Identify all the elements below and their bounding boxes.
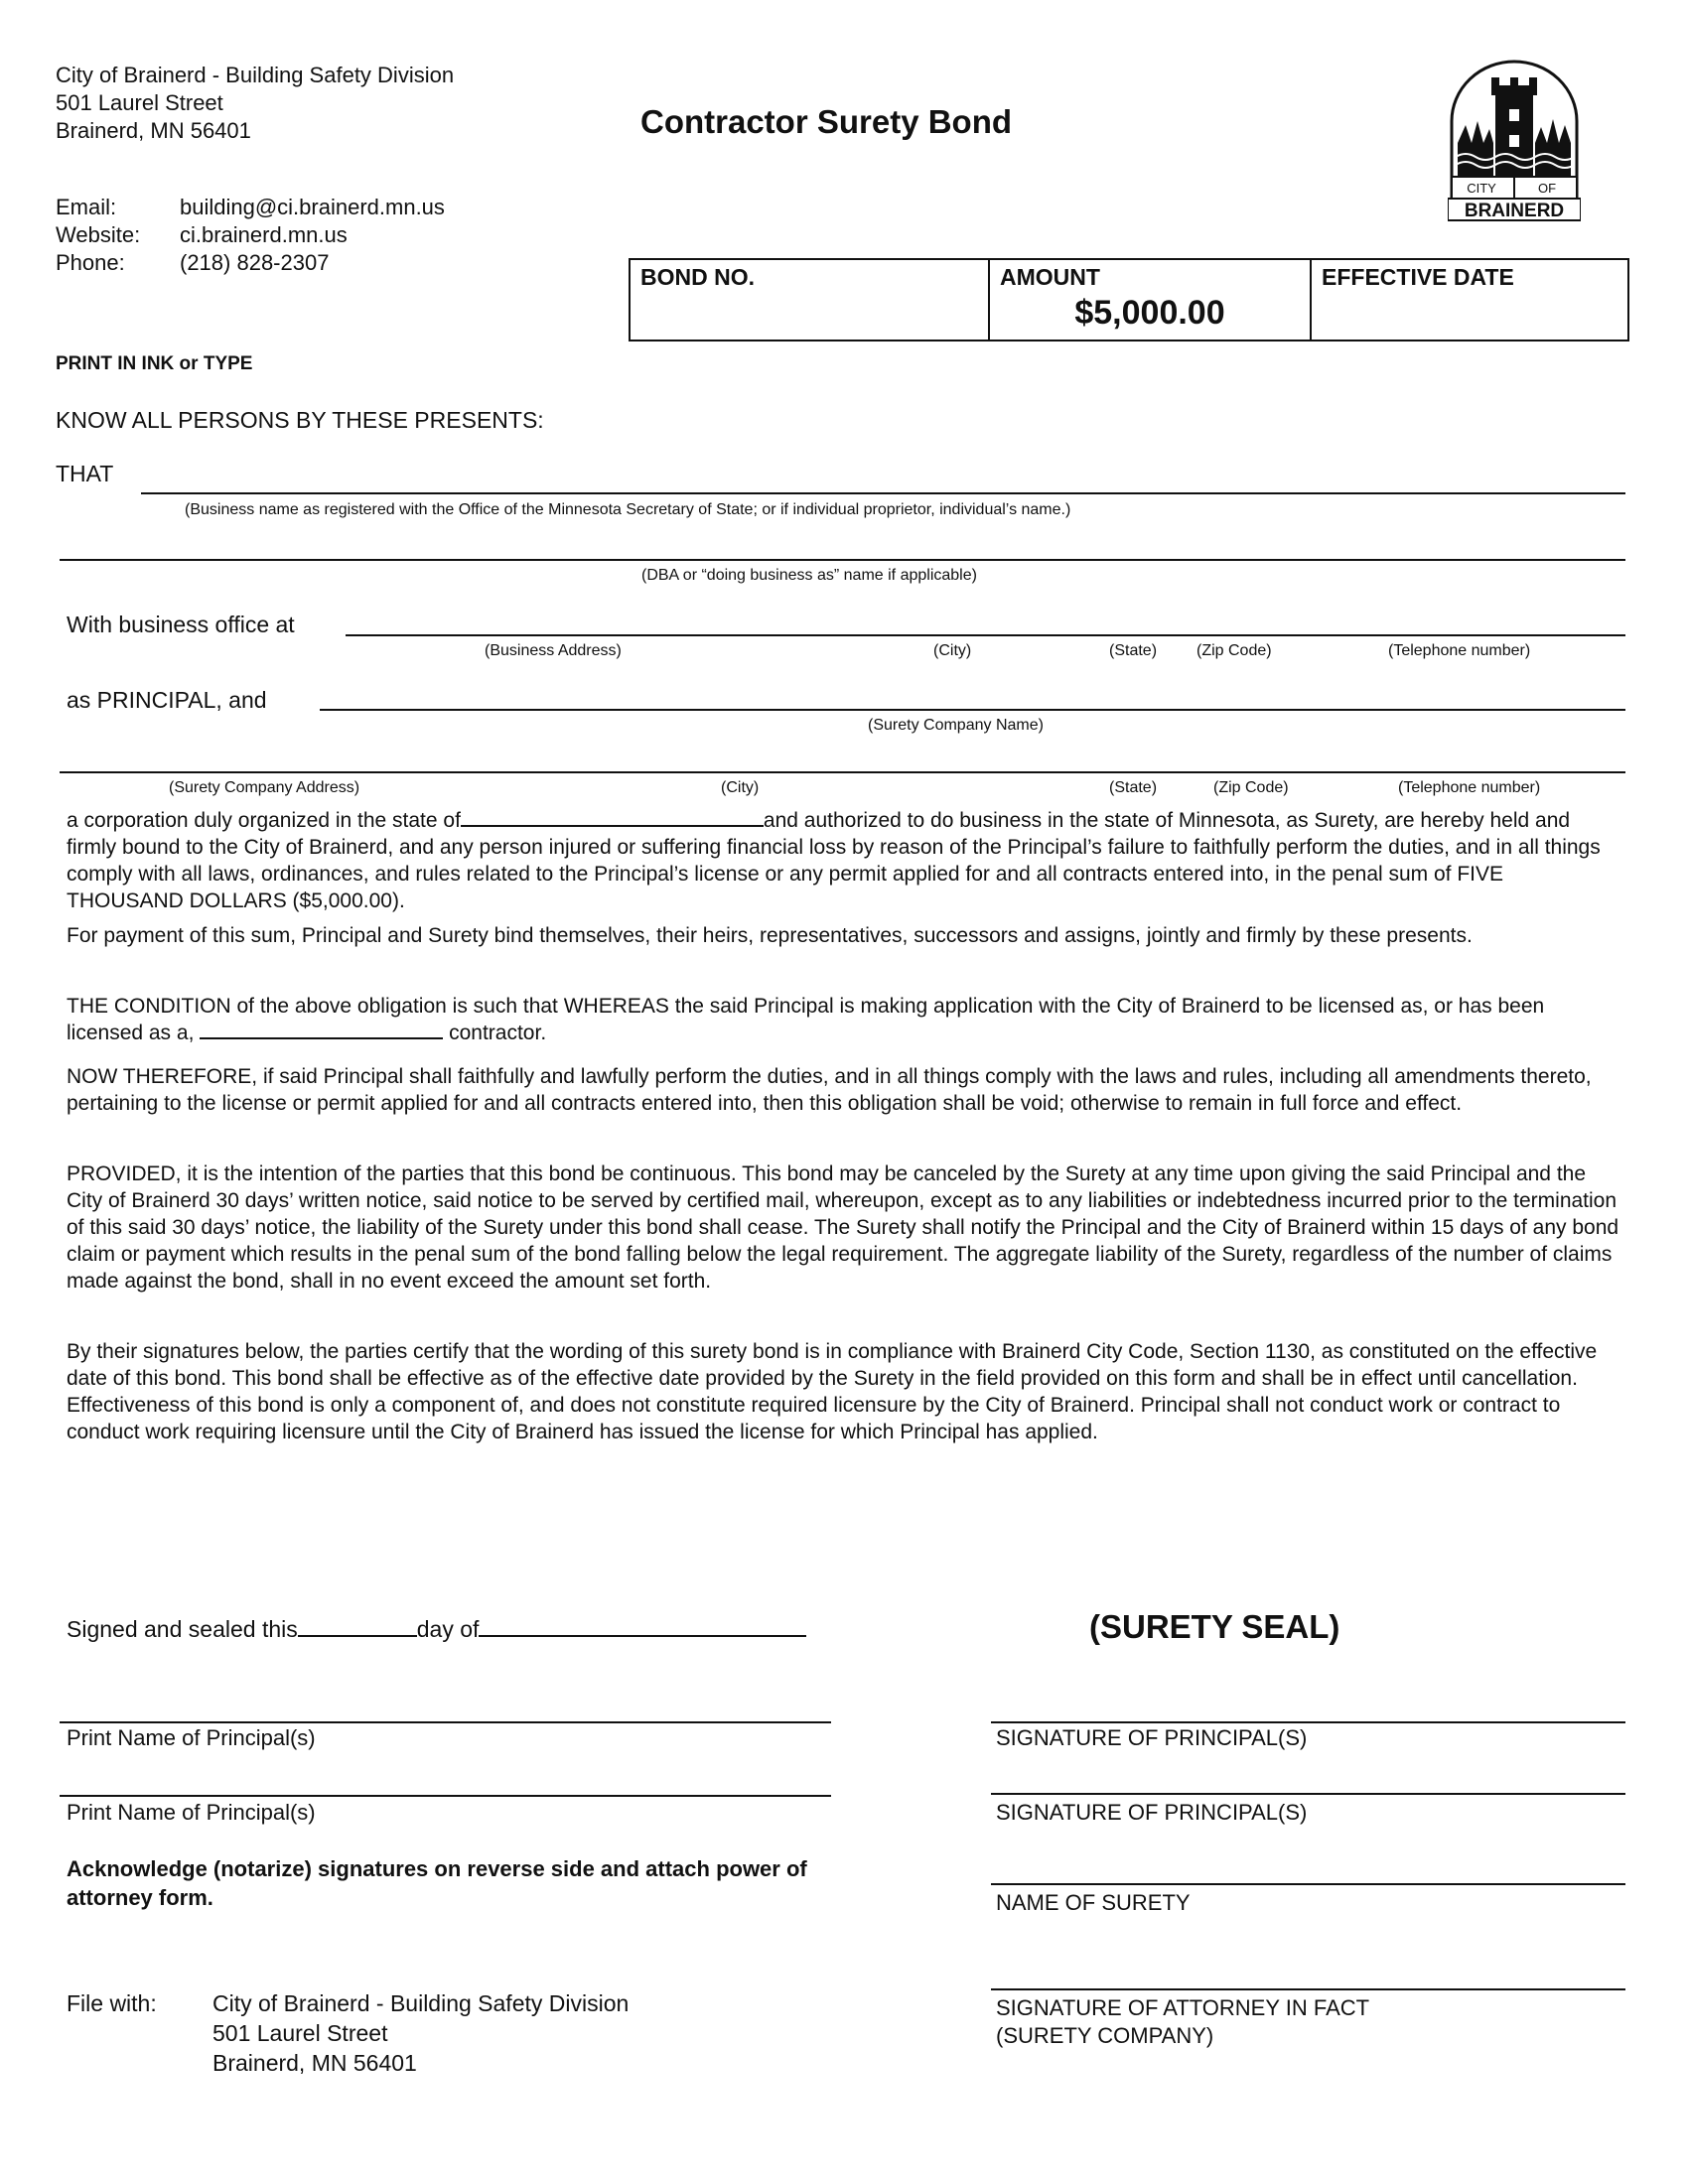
page-title: Contractor Surety Bond (640, 103, 1013, 140)
phone-value: (218) 828-2307 (180, 250, 330, 275)
cap-business-address: (Business Address) (485, 642, 622, 659)
cap-telephone: (Telephone number) (1388, 642, 1531, 659)
cap-zip-2: (Zip Code) (1213, 779, 1289, 796)
email-value: building@ci.brainerd.mn.us (180, 195, 445, 219)
print-name-principal-2-label: Print Name of Principal(s) (67, 1800, 316, 1825)
dba-caption: (DBA or “doing business as” name if applicable) (641, 567, 977, 584)
file-with-line-2: 501 Laurel Street (212, 2020, 388, 2046)
org-street: 501 Laurel Street (56, 90, 223, 115)
surety-name-field[interactable] (320, 709, 1625, 711)
p3-end: contractor. (449, 1022, 547, 1044)
bond-paragraph-2 (67, 922, 1625, 949)
city-seal-icon (1448, 60, 1581, 222)
cap-surety-address: (Surety Company Address) (169, 779, 360, 796)
svg-text:OF: OF (1537, 181, 1557, 196)
org-name: City of Brainerd - Building Safety Division (56, 63, 455, 87)
svg-text:BRAINERD: BRAINERD (1464, 201, 1565, 221)
city-logo (1448, 60, 1581, 222)
svg-text:CITY: CITY (1467, 181, 1496, 196)
contractor-type-field[interactable] (200, 1020, 443, 1039)
print-name-principal-1-label: Print Name of Principal(s) (67, 1725, 316, 1750)
org-address (56, 62, 454, 145)
p1-start: a corporation duly organized in the state of (67, 809, 461, 832)
amount-value: $5,000.00 (1074, 294, 1225, 332)
print-name-principal-1-field[interactable] (60, 1721, 831, 1723)
business-name-caption: (Business name as registered with the Office of the Minnesota Secretary of State; or if individual proprietor, individual’s name.) (185, 501, 1071, 518)
principal-label: as PRINCIPAL, and (67, 687, 267, 713)
attorney-line-1: SIGNATURE OF ATTORNEY IN FACT (996, 1995, 1370, 2020)
bond-no-label: BOND NO. (640, 264, 755, 290)
cap-telephone-2: (Telephone number) (1398, 779, 1541, 796)
business-name-field[interactable] (141, 492, 1625, 494)
signed-sealed-label: Signed and sealed this (67, 1616, 298, 1642)
contact-block (56, 194, 445, 277)
name-of-surety-label: NAME OF SURETY (996, 1890, 1191, 1915)
signed-sealed-line (67, 1616, 806, 1643)
p4-text: NOW THEREFORE, if said Principal shall faithfully and lawfully perform the duties, and in all things comply with the laws and rules, including all amendments thereto, pertaining to the license or permit applied for and all contracts entered into, then this obligation shall be void; otherwise to remain in full force and effect. (67, 1065, 1592, 1115)
phone-label: Phone: (56, 250, 125, 275)
surety-name-caption: (Surety Company Name) (868, 717, 1044, 734)
bond-paragraph-6 (67, 1338, 1625, 1445)
amount-cell (988, 260, 1310, 340)
business-office-label: With business office at (67, 612, 295, 637)
file-with-line-1: City of Brainerd - Building Safety Division (212, 1990, 630, 2016)
day-of-label: day of (416, 1616, 480, 1642)
attorney-signature-label (996, 1994, 1369, 2050)
org-city: Brainerd, MN 56401 (56, 118, 251, 143)
p1-rest: and authorized to do business in the state of Minnesota, as Surety, are hereby held and firmly bound to the City of Brainerd, and any person injured or suffering financial loss by reason of the Principal’s failure to faithfully perform the duties, and in all things comply with all laws, ordinances, and rules related to the Principal’s license or any permit applied for and all contracts entered into, in the penal sum of FIVE THOUSAND DOLLARS ($5,000.00). (67, 809, 1601, 912)
p3-start: THE CONDITION of the above obligation is such that WHEREAS the said Principal is making application with the City of Brainerd to be licensed as, or has been licensed as a, (67, 995, 1545, 1044)
signature-principal-1-label: SIGNATURE OF PRINCIPAL(S) (996, 1725, 1308, 1750)
p6-text: By their signatures below, the parties certify that the wording of this surety bond is in compliance with Brainerd City Code, Section 1130, as constituted on the effective date of this bond. This bond shall be effective as of the effective date provided by the Surety in the field provided on this form and shall be in effect until cancellation. Effectiveness of this bond is only a component of, and does not constitute required licensure by the City of Brainerd. Principal shall not conduct work or contract to conduct work requiring licensure until the City of Brainerd has issued the license for which Principal has applied. (67, 1340, 1598, 1443)
state-of-organization-field[interactable] (461, 807, 764, 827)
signature-principal-1-field[interactable] (991, 1721, 1625, 1723)
file-with-label: File with: (67, 1990, 157, 2016)
cap-city-2: (City) (721, 779, 760, 796)
signed-month-field[interactable] (479, 1617, 806, 1637)
signature-principal-2-label: SIGNATURE OF PRINCIPAL(S) (996, 1800, 1308, 1825)
signature-principal-2-field[interactable] (991, 1793, 1625, 1795)
bond-paragraph-3 (67, 993, 1625, 1046)
p5-text: PROVIDED, it is the intention of the parties that this bond be continuous. This bond may be canceled by the Surety at any time upon giving the said Principal and the City of Brainerd 30 days’ written notice, said notice to be served by certified mail, whereupon, except as to any liabilities or indebtedness incurred prior to the termination of this said 30 days’ notice, the liability of the Surety under this bond shall cease. The Surety shall notify the Principal and the City of Brainerd within 15 days of any bond claim or payment which results in the penal sum of the bond falling below the legal requirement. The aggregate liability of the Surety, regardless of the number of claims made against the bond, shall in no event exceed the amount set forth. (67, 1162, 1619, 1293)
cap-state: (State) (1109, 642, 1158, 659)
know-all-heading: KNOW ALL PERSONS BY THESE PRESENTS: (56, 407, 544, 433)
attorney-line-2: (SURETY COMPANY) (996, 2023, 1214, 2048)
file-with-address (212, 1988, 629, 2078)
bond-paragraph-5 (67, 1160, 1625, 1295)
attorney-signature-field[interactable] (991, 1988, 1625, 1990)
acknowledge-note: Acknowledge (notarize) signatures on reverse side and attach power of attorney form. (67, 1856, 807, 1910)
website-label: Website: (56, 222, 141, 247)
name-of-surety-field[interactable] (991, 1883, 1625, 1885)
p2-text: For payment of this sum, Principal and Surety bind themselves, their heirs, representatives, successors and assigns, jointly and firmly by these presents. (67, 924, 1473, 947)
dba-field[interactable] (60, 559, 1625, 561)
cap-zip: (Zip Code) (1196, 642, 1272, 659)
surety-address-field[interactable] (60, 771, 1625, 773)
print-name-principal-2-field[interactable] (60, 1795, 831, 1797)
cap-city: (City) (933, 642, 972, 659)
bond-paragraph-1 (67, 807, 1625, 914)
bond-paragraph-4 (67, 1063, 1625, 1117)
bond-no-cell[interactable] (631, 260, 988, 340)
signed-day-field[interactable] (298, 1617, 417, 1637)
website-value: ci.brainerd.mn.us (180, 222, 348, 247)
file-with-line-3: Brainerd, MN 56401 (212, 2050, 417, 2076)
bond-info-box (629, 258, 1629, 341)
surety-seal-label: (SURETY SEAL) (1089, 1608, 1340, 1645)
cap-state-2: (State) (1109, 779, 1158, 796)
effective-date-cell[interactable] (1310, 260, 1627, 340)
email-label: Email: (56, 195, 117, 219)
that-label: THAT (56, 461, 114, 486)
print-instruction: PRINT IN INK or TYPE (56, 353, 253, 374)
effective-date-label: EFFECTIVE DATE (1322, 264, 1514, 290)
business-address-field[interactable] (346, 634, 1625, 636)
amount-label: AMOUNT (1000, 264, 1100, 290)
